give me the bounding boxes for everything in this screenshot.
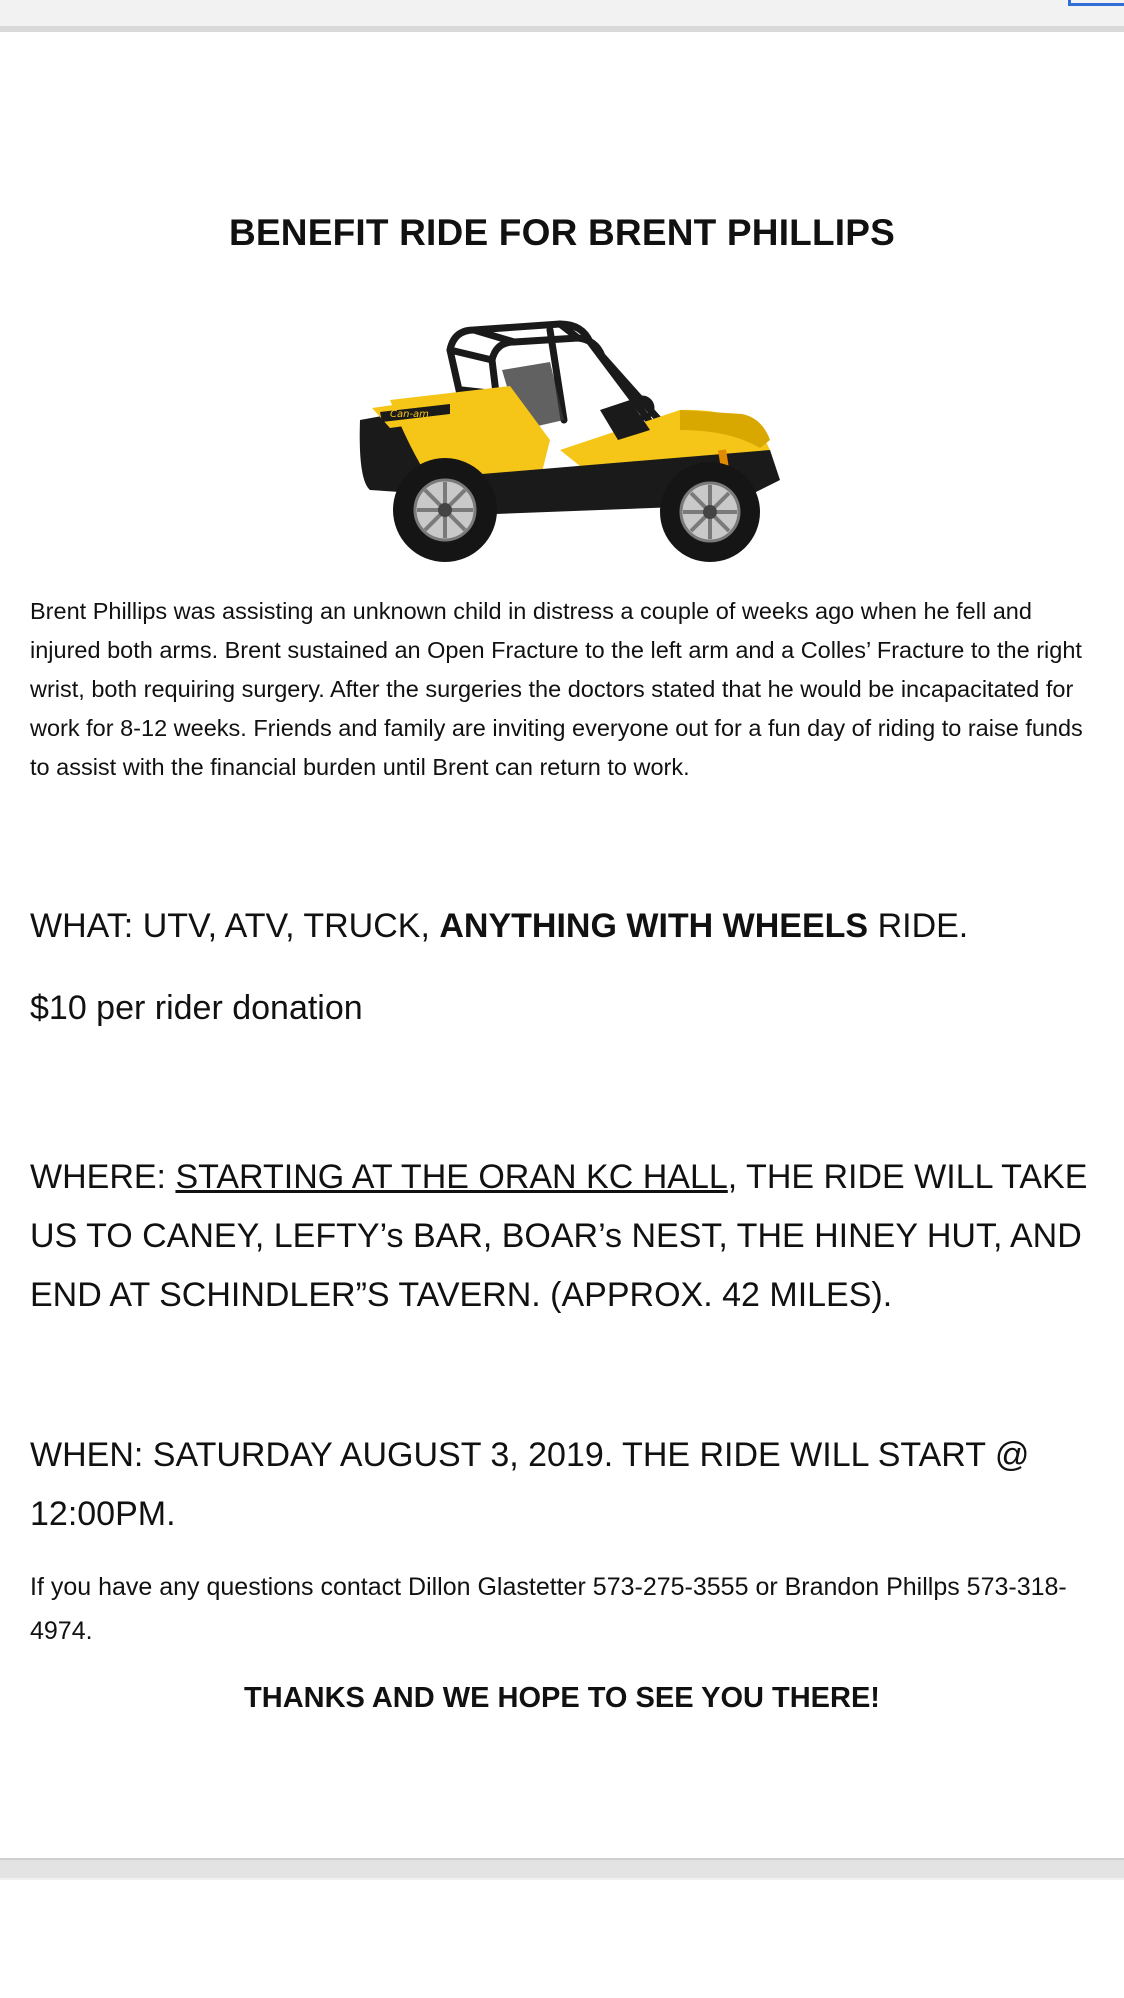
price-line: $10 per rider donation	[30, 989, 363, 1027]
what-line	[30, 904, 1094, 948]
where-start-location: STARTING AT THE ORAN KC HALL	[175, 1158, 728, 1196]
when-block: WHEN: SATURDAY AUGUST 3, 2019. THE RIDE WILL START @ 12:00PM.	[30, 1436, 1030, 1533]
utv-brand-text: Can-am	[390, 409, 429, 420]
where-prefix: WHERE:	[30, 1158, 176, 1196]
what-bold: ANYTHING WITH WHEELS	[439, 907, 869, 945]
document-page	[30, 32, 1094, 1858]
story-paragraph: Brent Phillips was assisting an unknown child in distress a couple of weeks ago when he fell and injured both arms. Brent sustained an Open Fracture to the left arm and a Colles’ Fracture to the right wrist, both requiring surgery. After the surgeries the doctors stated that he would be incapacitated for work for 8-12 weeks. Friends and family are inviting everyone out for a fun day of riding to raise funds to assist with the financial burden until Brent can return to work.	[30, 598, 1083, 780]
thanks-closing: THANKS AND WE HOPE TO SEE YOU THERE!	[244, 1682, 880, 1714]
utv-vehicle-icon	[350, 290, 810, 590]
selection-corner	[1068, 0, 1124, 6]
what-suffix: RIDE.	[868, 907, 969, 945]
viewer-top-bar	[0, 0, 1124, 32]
where-block	[30, 1148, 1100, 1325]
what-prefix: WHAT: UTV, ATV, TRUCK,	[30, 907, 440, 945]
contact-info: If you have any questions contact Dillon Glastetter 573-275-3555 or Brandon Phillps 573-318-4974.	[30, 1573, 1067, 1645]
viewer-bottom-bar	[0, 1858, 1124, 1880]
where-route: , THE RIDE WILL TAKE US TO CANEY, LEFTY’s BAR, BOAR’s NEST, THE HINEY HUT, AND END AT SCHINDLER”S TAVERN. (APPROX. 42 MILES).	[30, 1158, 1088, 1314]
document-title: BENEFIT RIDE FOR BRENT PHILLIPS	[228, 212, 896, 253]
